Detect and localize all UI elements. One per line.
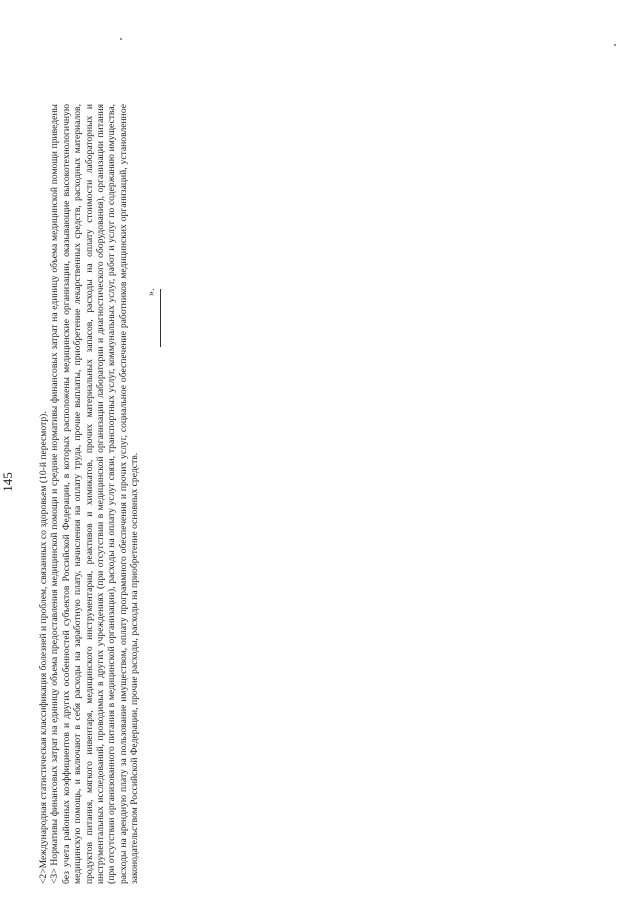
closing-rule	[160, 289, 161, 347]
footnote-2: <2>Международная статистическая классификация болезней и проблем, связанных со здоровьем (10-й пересмотр).	[38, 411, 49, 884]
scan-speck	[120, 38, 122, 40]
scan-speck	[614, 44, 616, 46]
page-number: 145	[0, 472, 15, 492]
rotated-content	[0, 52, 240, 905]
footnotes	[38, 104, 141, 884]
closing-quote-mark: ».	[146, 288, 157, 296]
footnote-3: <3> Нормативы финансовых затрат на единицу объема предоставления медицинской помощи и средние нормативы финансовых затрат на единицу объема медицинской помощи приведены без учета районных коэффициентов и других особенностей субъектов Российской Федерации, в которых расположены медицинские организации, оказывающие высокотехнологичную медицинскую помощь, и включают в себя расходы на заработную плату, начисления на оплату труда, прочие выплаты, приобретение лекарственных средств, расходных материалов, продуктов питания, мягкого инвентаря, медицинского инструментария, реактивов и химикатов, прочих материальных запасов, расходы на оплату стоимости лабораторных и инструментальных исследований, проводимых в других учреждениях (при отсутствии в медицинской организации лаборатории и диагностического оборудования), организации питания (при отсутствии организованного питания в медицинской организации), расходы на оплату услуг связи, транспортных услуг, коммунальных услуг, работ и услуг по содержанию имущества, расходы на арендную плату за пользование имуществом, оплату программного обеспечения и прочих услуг, социальное обеспечение работников медицинских организаций, установленное законодательством Российской Федерации, прочие расходы, расходы на приобретение основных средств.	[49, 104, 141, 884]
